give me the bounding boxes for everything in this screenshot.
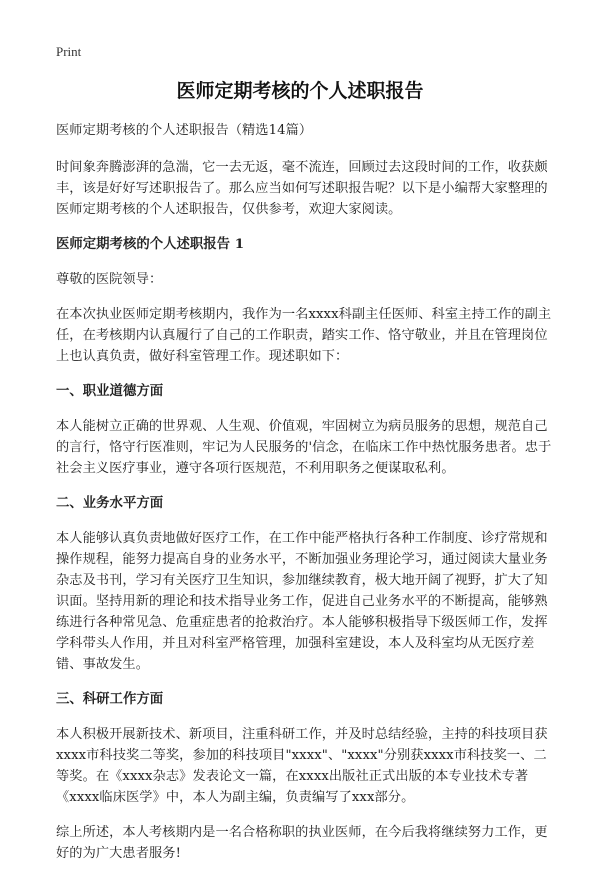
opening-paragraph: 在本次执业医师定期考核期内，我作为一名xxxx科副主任医师、科室主持工作的副主任，在考核期内认真履行了自己的工作职责，踏实工作、恪守敬业，并且在管理岗位上也认真负责，做好科室管理工作。现述职如下： <box>56 307 552 364</box>
section-body-research: 本人积极开展新技术、新项目，注重科研工作，并及时总结经验，主持的科技项目获xxxx市科技奖二等奖，参加的科技项目"xxxx"、"xxxx"分别获xxxx市科技奖一、二等奖。在《xxxx杂志》发表论文一篇，在xxxx出版社正式出版的本专业技术专著《xxxx临床医学》中，本人为副主编，负责编写了xxx部分。 <box>56 727 548 805</box>
conclusion-paragraph: 综上所述，本人考核期内是一名合格称职的执业医师，在今后我将继续努力工作，更好的为广大患者服务! <box>56 825 548 861</box>
report-heading: 医师定期考核的个人述职报告 1 <box>56 236 245 252</box>
page-title: 医师定期考核的个人述职报告 <box>176 80 424 102</box>
section-body-skills: 本人能够认真负责地做好医疗工作，在工作中能严格执行各种工作制度、诊疗常规和操作规程，能努力提高自身的业务水平，不断加强业务理论学习，通过阅读大量业务杂志及书刊，学习有关医疗卫生知识，参加继续教育，极大地开阔了视野，扩大了知识面。坚持用新的理论和技术指导业务工作，促进自己业务水平的不断提高，能够熟练进行各种常见急、危重症患者的抢救治疗。本人能够积极指导下级医师工作，发挥学科带头人作用，并且对科室严格管理，加强科室建设，本人及科室均从无医疗差错、事故发生。 <box>56 531 548 672</box>
print-link[interactable]: Print <box>56 44 82 59</box>
section-heading-research: 三、科研工作方面 <box>56 691 164 707</box>
document-subtitle: 医师定期考核的个人述职报告（精选14篇） <box>56 123 313 138</box>
section-heading-ethics: 一、职业道德方面 <box>56 383 164 399</box>
intro-paragraph: 时间象奔腾澎湃的急湍，它一去无返，毫不流连，回顾过去这段时间的工作，收获颇丰，该是好好写述职报告了。那么应当如何写述职报告呢？以下是小编帮大家整理的医师定期考核的个人述职报告，仅供参考，欢迎大家阅读。 <box>56 160 548 217</box>
document-body <box>56 120 552 878</box>
section-body-ethics: 本人能树立正确的世界观、人生观、价值观，牢固树立为病员服务的思想，规范自己的言行，恪守行医准则，牢记为人民服务的'信念，在临床工作中热忱服务患者。忠于社会主义医疗事业，遵守各项行医规范，不利用职务之便谋取私利。 <box>56 419 552 476</box>
section-heading-skills: 二、业务水平方面 <box>56 495 164 511</box>
salutation: 尊敬的医院领导： <box>56 272 163 287</box>
